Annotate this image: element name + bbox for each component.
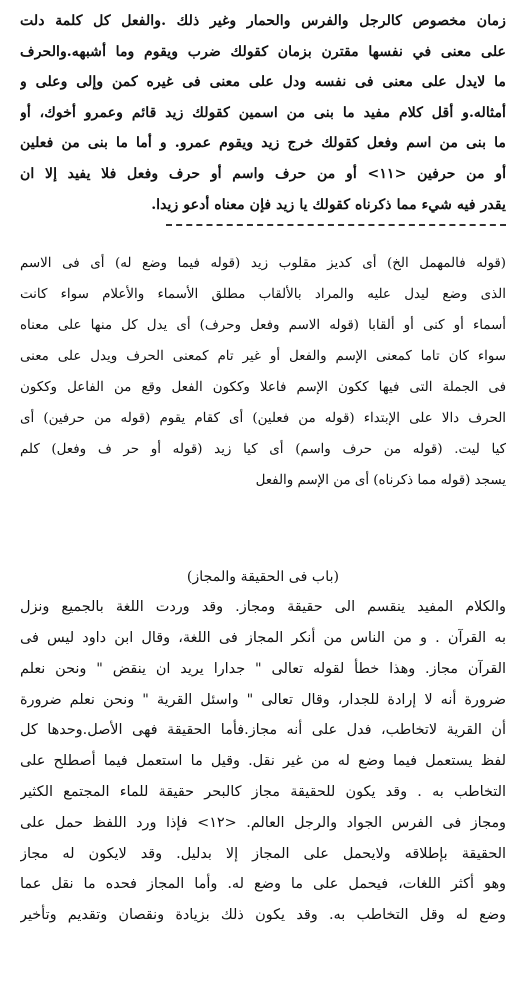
text-line: يقدر فيه شيء مما ذكرناه كقولك يا زيد فإن معناه أدعو زيدا. <box>151 196 506 213</box>
text-line: وهو أكثر اللغات، فيحمل على ما وضع له. وأما المجاز فحده ما نقل عما <box>20 876 506 893</box>
text-line: الحقيقة بإطلاقه ولايحمل على المجاز إلا بدليل. وقد لايكون له مجاز <box>20 845 506 862</box>
text-line: أمثاله.و أقل كلام مفيد ما بنى من اسمين كقولك زيد قائم وعمرو أخوك، أو <box>20 104 506 121</box>
text-line: أو من حرفين <١١> أو من حرف واسم أو حرف وفعل فلا يفيد إلا ان <box>20 165 506 182</box>
text-line: وضع له وقل التخاطب به. وقد يكون ذلك بزيادة ونقصان وتقديم وتأخير <box>20 907 506 924</box>
footnote-separator <box>20 220 506 248</box>
text-line: لفظ يستعمل فيما وضع له من غير نقل. وقيل ما استعمل فيما أصطلح على <box>20 753 506 770</box>
text-line: التخاطب به . وقد يكون للحقيقة مجاز كالبحر حقيقة للماء المجتمع الكثير <box>20 783 506 800</box>
text-line: به القرآن . و من الناس من أنكر المجاز فى اللغة، وقال ابن داود ليس فى <box>20 629 506 646</box>
chapter-body <box>20 592 506 931</box>
footnote-line: أسماء أو كنى أو ألقابا (قوله الاسم وفعل وحرف) أى يدل كل منها على معناه <box>20 318 506 334</box>
text-line: ما لايدل على معنى فى نفسه ودل على معنى فى غيره كمن وإلى وعلى و <box>20 74 506 91</box>
text-line: زمان مخصوص كالرجل والفرس والحمار وغير ذلك .والفعل كل كلمة دلت <box>20 13 506 29</box>
footnote-line: كيا ليت. (قوله من حرف واسم) أى كيا زيد (قوله أو حر ف وفعل) كلم <box>20 442 506 458</box>
footnote-line: الذى وضع لیدل علیه والمراد بالألقاب مطلق الأسماء والأعلام سواء کانت <box>20 287 506 303</box>
chapter-heading: (باب فى الحقيقة والمجاز) <box>186 569 340 586</box>
footnote-block <box>20 248 506 496</box>
spacer <box>20 496 506 562</box>
footnote-line: فى الجملة التى فيها ككون الإسم فاعلا وككون الفعل وقع من الفاعل وككون <box>20 380 506 396</box>
text-line: القرآن مجاز. وهذا خطأ لقوله تعالى " جدارا يريد ان ينقض " ونحن نعلم <box>20 660 506 677</box>
text-line: والكلام المفيد ينقسم الى حقيقة ومجاز. وقد وردت اللغة بالجميع ونزل <box>20 599 506 616</box>
main-text-block <box>20 6 506 220</box>
separator-rule <box>166 224 506 226</box>
text-line: أن القرية لاتخاطب، فدل على أنه مجاز.فأما الحقيقة فهى الأصل.وحدها كل <box>20 722 506 739</box>
text-line: على معنى في نفسها مقترن بزمان كقولك ضرب ويقوم وما أشبهه.والحرف <box>20 43 506 60</box>
footnote-line: يسجد (قوله مما ذكرناه) أى من الإسم والفعل <box>255 473 506 489</box>
footnote-line: سواء كان تاما كمعنى الإسم والفعل أو غير تام كمعنى الحرف ويدل على معنى <box>20 349 506 365</box>
text-line: ومجاز فى الفرس الجواد والرجل العالم. <١٢> فإذا ورد اللفظ حمل على <box>20 814 506 831</box>
text-line: ضرورة أنه لا إرادة للجدار، وقال تعالى " واسئل القرية " ونحن نعلم ضرورة <box>20 691 506 708</box>
footnote-line: الحرف دالا على الإبتداء (قوله من فعلين) أى كقام يقوم (قوله من حرفين) أى <box>20 411 506 427</box>
text-line: ما بنى من اسم وفعل كقولك خرج زيد ويقوم عمرو. و أما ما بنى من فعلين <box>20 135 506 152</box>
footnote-line: (قوله فالمهمل الخ) أى كديز مقلوب زيد (قوله فيما وضع له) أى فى الاسم <box>20 256 506 272</box>
